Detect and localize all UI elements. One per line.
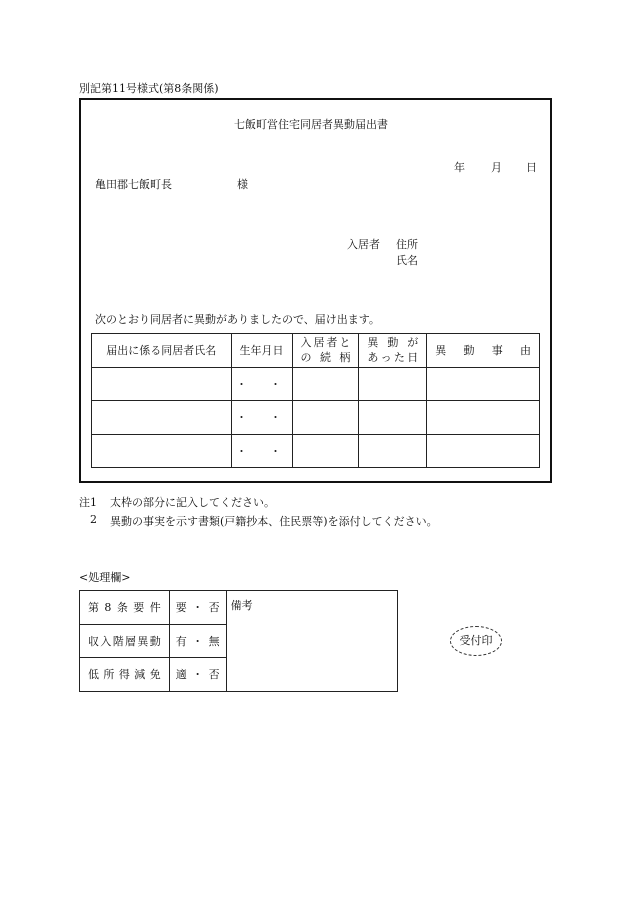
address-label: 住所: [396, 238, 418, 251]
birthdate-cell[interactable]: ・ ・: [231, 434, 292, 468]
name-cell[interactable]: [92, 401, 232, 435]
addressee: 亀田郡七飯町長: [95, 178, 172, 191]
processing-table: [79, 590, 398, 692]
remarks-label: 備考: [230, 599, 253, 612]
header-reason-text: 異動事由: [435, 343, 531, 357]
note-2-label: 2: [90, 513, 97, 526]
reason-cell[interactable]: [427, 434, 540, 468]
processing-item: [80, 624, 170, 658]
form-title: 七飯町営住宅同居者異動届出書: [234, 118, 388, 131]
reception-stamp: 受付印: [450, 626, 502, 656]
processing-item-text: 収入階層異動: [88, 634, 161, 648]
statement-text: 次のとおり同居者に異動がありましたので、届け出ます。: [95, 313, 380, 326]
change-table: [91, 333, 540, 468]
table-row: [92, 401, 540, 435]
processing-item: [80, 591, 170, 625]
note-1-text: 太枠の部分に記入してください。: [110, 496, 275, 509]
processing-choice-text: 適・否: [175, 668, 220, 682]
header-name: 届出に係る同居者氏名: [92, 334, 232, 368]
header-date: [359, 334, 427, 368]
birthdate-cell[interactable]: ・ ・: [231, 401, 292, 435]
processing-label: <処理欄>: [79, 571, 131, 584]
header-date-line1: 異動が: [367, 336, 419, 350]
note-2-text: 異動の事実を示す書類(戸籍抄本、住民票等)を添付してください。: [110, 515, 438, 528]
relation-cell[interactable]: [292, 434, 359, 468]
date-day: 日: [526, 161, 537, 174]
processing-row: [80, 591, 398, 625]
processing-choice: [169, 591, 226, 625]
header-relation: [292, 334, 359, 368]
relation-cell[interactable]: [292, 367, 359, 401]
header-date-line2: あった日: [367, 351, 419, 365]
header-relation-line1: 入居者と: [300, 336, 351, 350]
processing-choice-text: 要・否: [175, 601, 220, 615]
remarks-cell[interactable]: [226, 591, 397, 692]
processing-item-text: 第8条要件: [88, 601, 161, 615]
header-reason: [427, 334, 540, 368]
honorific: 様: [237, 178, 248, 191]
date-cell[interactable]: [359, 367, 427, 401]
table-row: [92, 367, 540, 401]
form-number-label: 別記第11号様式(第8条関係): [79, 82, 219, 95]
processing-choice: [169, 624, 226, 658]
name-cell[interactable]: [92, 434, 232, 468]
reason-cell[interactable]: [427, 401, 540, 435]
birthdate-cell[interactable]: ・ ・: [231, 367, 292, 401]
table-row: [92, 434, 540, 468]
date-month: 月: [491, 161, 502, 174]
relation-cell[interactable]: [292, 401, 359, 435]
processing-choice-text: 有・無: [175, 634, 220, 648]
table-header-row: [92, 334, 540, 368]
reason-cell[interactable]: [427, 367, 540, 401]
header-birthdate: 生年月日: [231, 334, 292, 368]
date-year: 年: [454, 161, 465, 174]
date-cell[interactable]: [359, 401, 427, 435]
note-1-label: 注1: [79, 496, 97, 509]
resident-label: 入居者: [347, 238, 380, 251]
date-cell[interactable]: [359, 434, 427, 468]
name-label: 氏名: [396, 254, 418, 267]
processing-item-text: 低所得減免: [88, 668, 161, 682]
header-relation-line2: の続柄: [300, 351, 351, 365]
name-cell[interactable]: [92, 367, 232, 401]
processing-choice: [169, 658, 226, 692]
processing-item: [80, 658, 170, 692]
